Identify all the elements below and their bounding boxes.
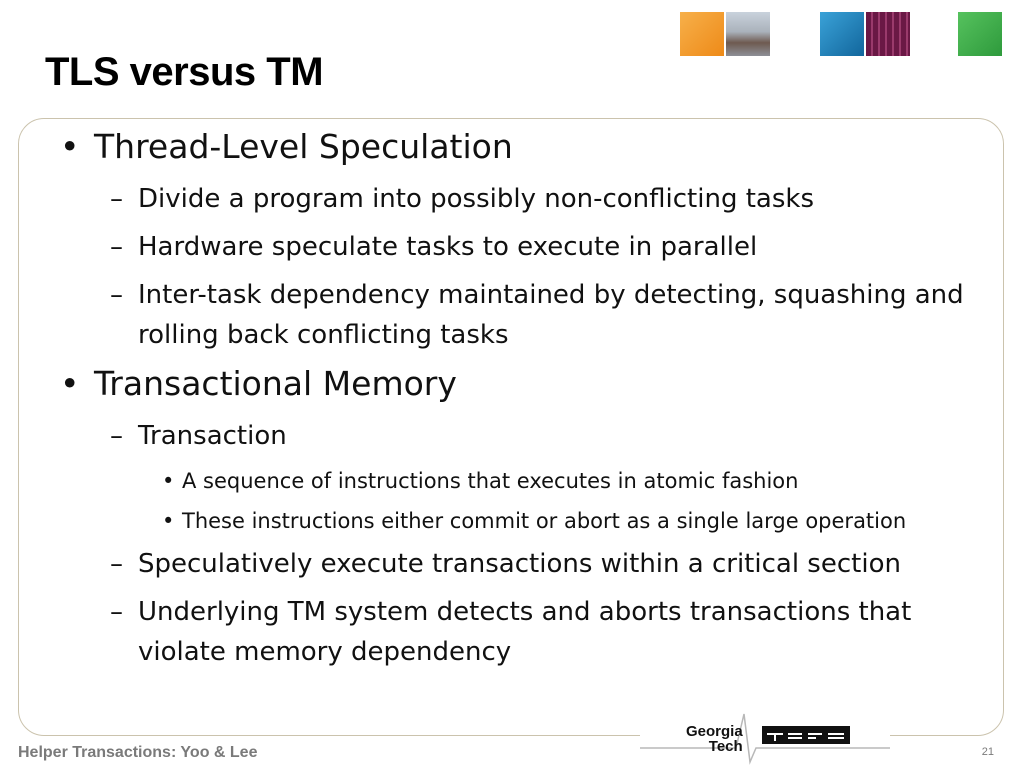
dash-mark: –: [110, 231, 123, 262]
dash-mark: –: [110, 279, 123, 310]
page-number: 21: [981, 746, 994, 758]
header-tiles: [680, 12, 1010, 58]
slide-title: TLS versus TM: [45, 50, 324, 94]
bullet-mark: •: [60, 363, 80, 403]
sub-bullet-item: [58, 416, 998, 456]
footer-caption: Helper Transactions: Yoo & Lee: [18, 744, 258, 761]
circuit-tile: [866, 12, 910, 56]
sub-bullet-text: Underlying TM system detects and aborts transactions that violate memory dependency: [138, 596, 912, 667]
bullet-mark: •: [162, 468, 175, 493]
sub-bullet-text: Hardware speculate tasks to execute in parallel: [138, 231, 758, 262]
sub-bullet-text: Inter-task dependency maintained by detecting, squashing and rolling back conflicting tasks: [138, 279, 964, 350]
dash-mark: –: [110, 548, 123, 579]
bullet-mark: •: [60, 127, 80, 166]
sub-bullet-item: [58, 179, 998, 219]
bullet-mark: •: [162, 508, 175, 533]
sub-bullet-text: Transaction: [138, 420, 287, 451]
green-tile: [958, 12, 1002, 56]
sub-bullet-text: Divide a program into possibly non-conflicting tasks: [138, 183, 814, 214]
sub-sub-bullet-text: These instructions either commit or abort as a single large operation: [182, 508, 907, 533]
logo-line-tech: Tech: [708, 738, 743, 755]
sub-bullet-item: [58, 227, 998, 267]
dash-mark: –: [110, 420, 123, 451]
bullet-text: Transactional Memory: [94, 363, 457, 403]
bullet-list: [58, 126, 998, 680]
sub-bullet-item: [58, 544, 998, 584]
logo-line-georgia: Georgia: [686, 723, 743, 740]
sub-bullet-text: Speculatively execute transactions within a critical section: [138, 548, 901, 579]
bullet-text: Thread-Level Speculation: [94, 127, 513, 166]
dash-mark: –: [110, 596, 123, 627]
mars-wordmark-icon: [762, 724, 852, 746]
orange-tile: [680, 12, 724, 56]
sub-bullet-item: [58, 275, 998, 355]
georgia-tech-wordmark: [686, 724, 743, 754]
sub-sub-bullet-item: [58, 504, 998, 538]
dash-mark: –: [110, 183, 123, 214]
sub-sub-bullet-text: A sequence of instructions that executes in atomic fashion: [182, 468, 799, 493]
sub-bullet-item: [58, 592, 998, 672]
bullet-item: [58, 363, 998, 406]
bullet-item: [58, 126, 998, 169]
blue-tile: [820, 12, 864, 56]
photo-tile: [726, 12, 770, 56]
georgia-tech-mars-logo: [640, 704, 890, 768]
sub-sub-bullet-item: [58, 464, 998, 498]
